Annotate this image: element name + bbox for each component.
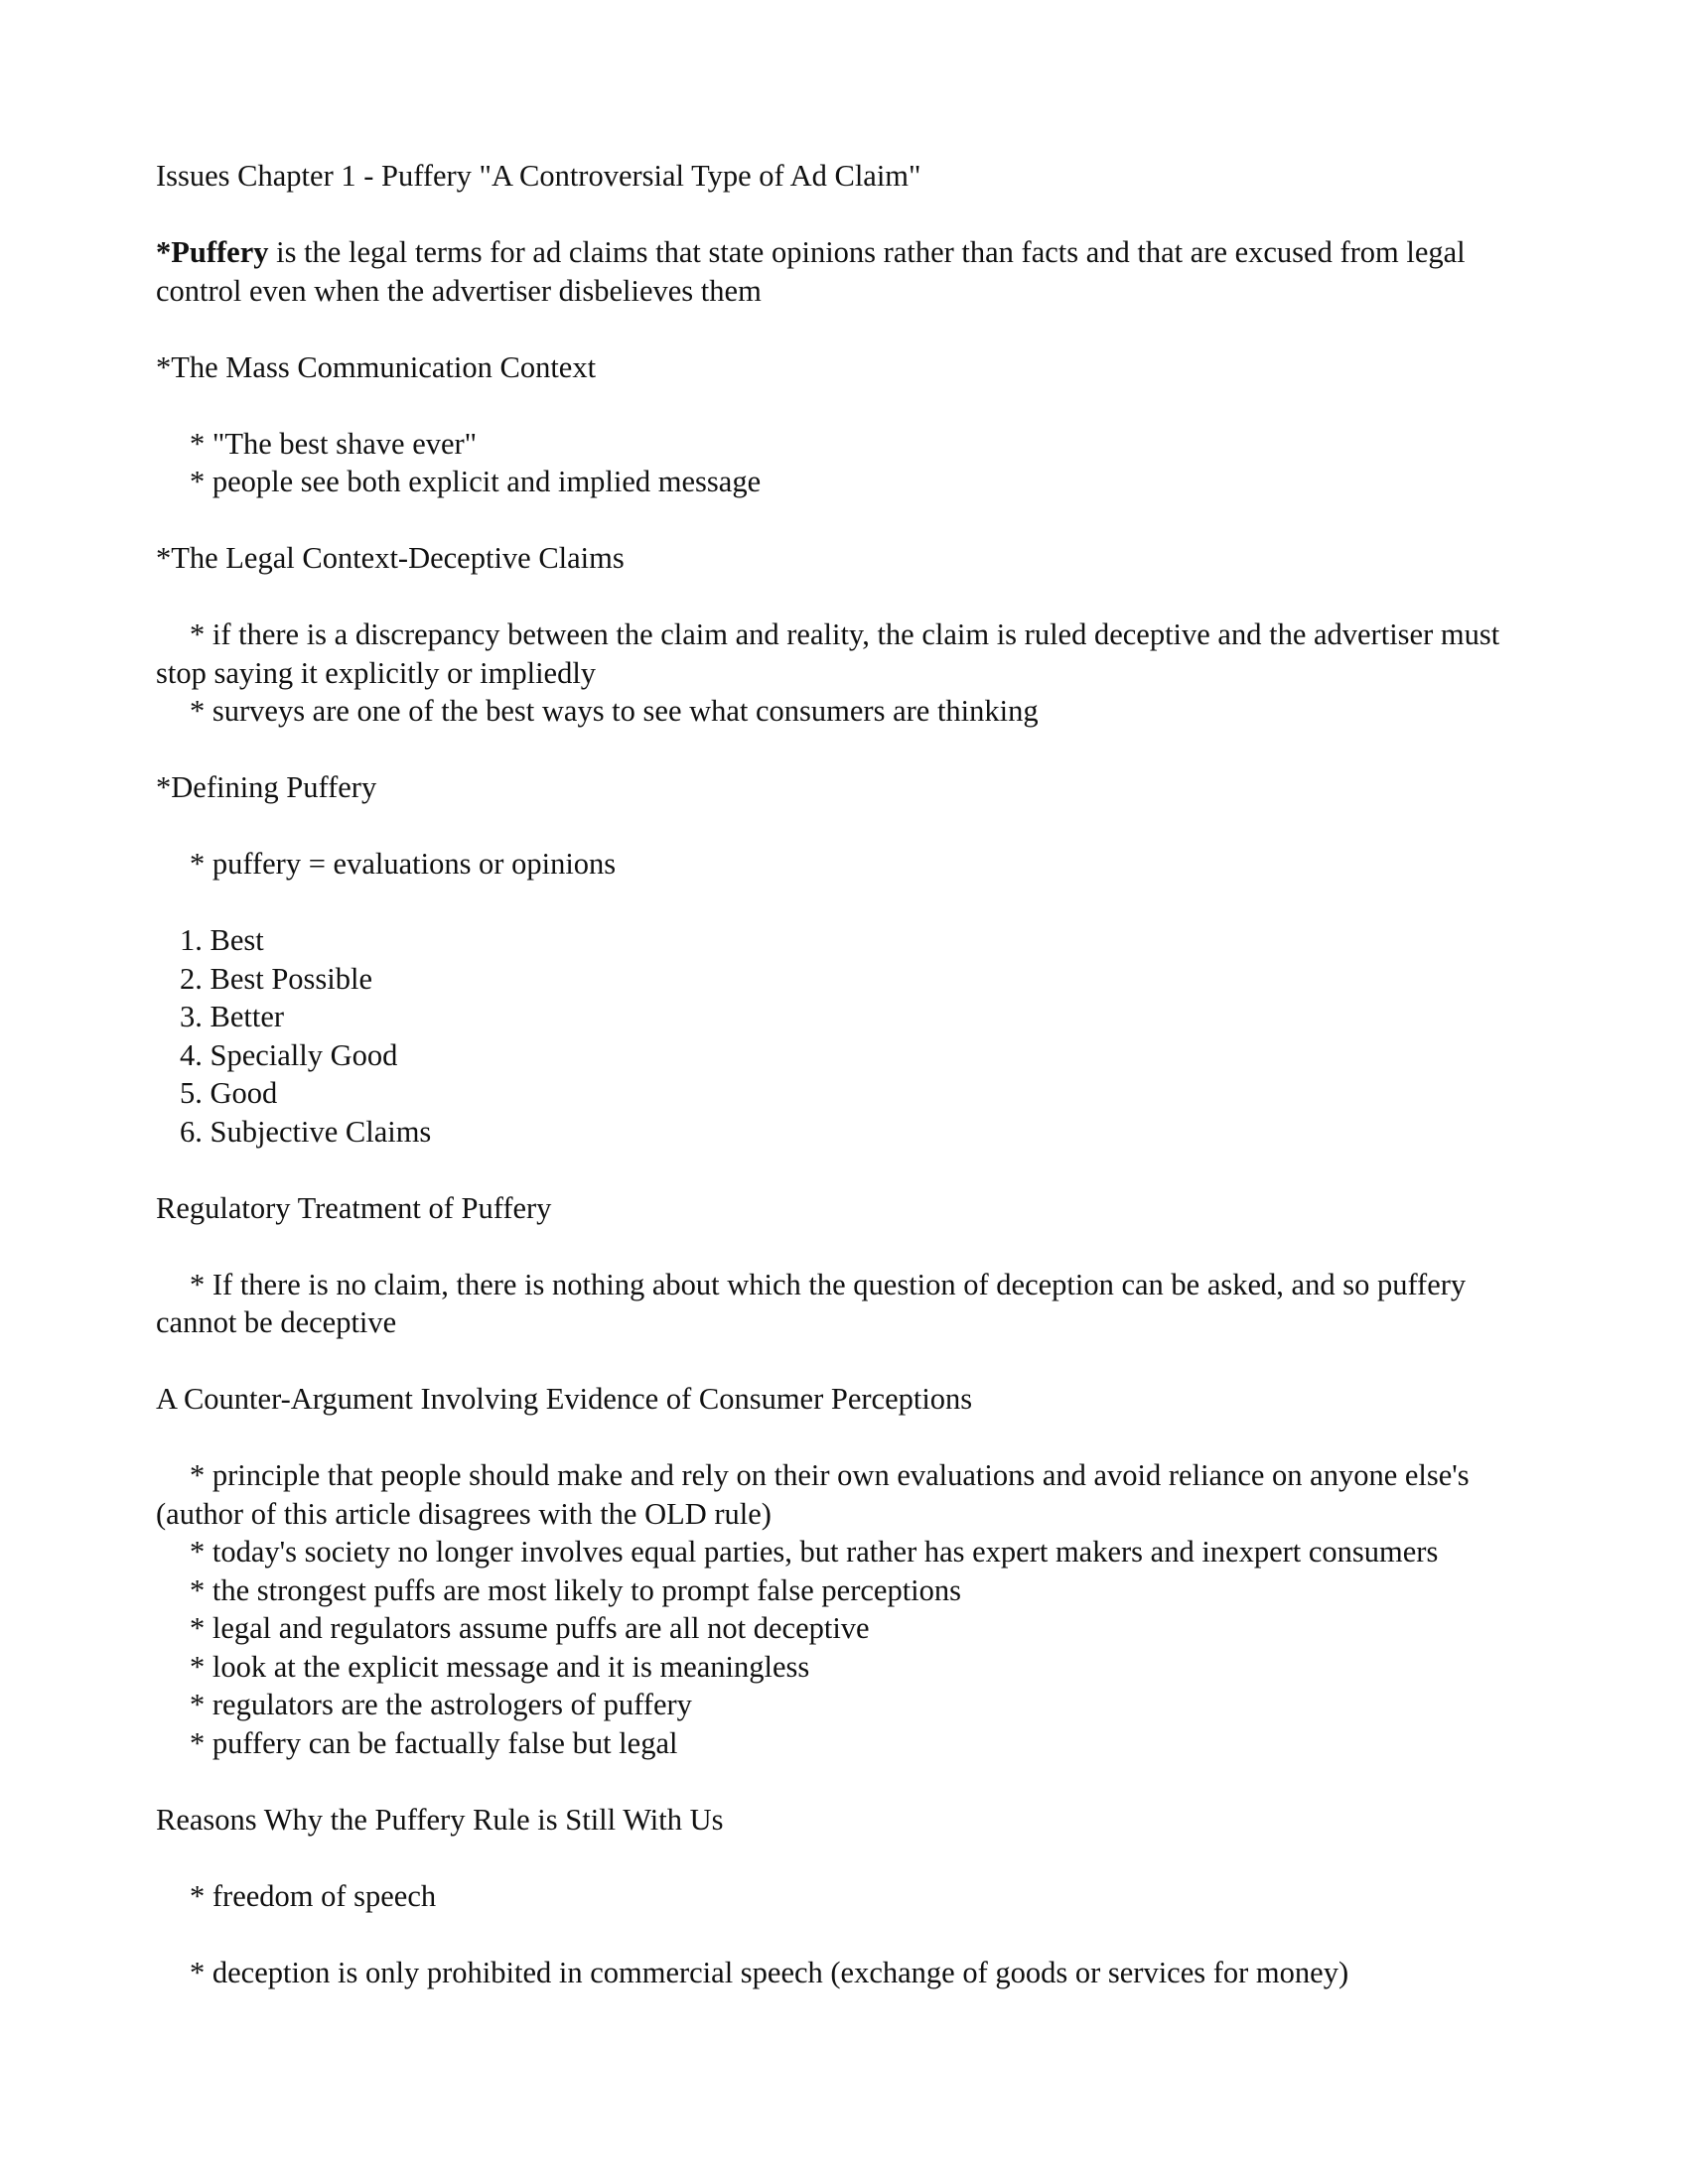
bullet-item: * "The best shave ever" bbox=[190, 426, 478, 461]
bullet-item: * if there is a discrepancy between the claim and reality, the claim is ruled deceptive and the advertiser must stop saying it explicitly or impliedly bbox=[156, 617, 1507, 690]
section-heading: *The Mass Communication Context bbox=[156, 349, 597, 384]
section-heading: *The Legal Context-Deceptive Claims bbox=[156, 541, 625, 575]
bullet-item: * the strongest puffs are most likely to prompt false perceptions bbox=[190, 1572, 962, 1607]
bullet-item: * legal and regulators assume puffs are all not deceptive bbox=[190, 1611, 870, 1645]
bullet-item: * deception is only prohibited in commercial speech (exchange of goods or services for money) bbox=[190, 1955, 1349, 1989]
section-heading: *Defining Puffery bbox=[156, 770, 377, 804]
document-title: Issues Chapter 1 - Puffery "A Controversial Type of Ad Claim" bbox=[156, 159, 921, 193]
bullet-item: * look at the explicit message and it is meaningless bbox=[190, 1649, 810, 1684]
definition-text: is the legal terms for ad claims that state opinions rather than facts and that are excused from legal control even when the advertiser disbelieves them bbox=[156, 235, 1474, 308]
numbered-item: 6. Subjective Claims bbox=[180, 1114, 432, 1149]
bullet-item: * regulators are the astrologers of puffery bbox=[190, 1688, 692, 1721]
bullet-item: * surveys are one of the best ways to see what consumers are thinking bbox=[190, 694, 1039, 728]
section-heading: Reasons Why the Puffery Rule is Still With Us bbox=[156, 1802, 724, 1837]
bullet-item: * puffery can be factually false but legal bbox=[190, 1725, 678, 1760]
numbered-item: 4. Specially Good bbox=[180, 1037, 398, 1072]
puffery-definition bbox=[156, 233, 1546, 310]
numbered-item: 2. Best Possible bbox=[180, 961, 373, 996]
section-heading: A Counter-Argument Involving Evidence of Consumer Perceptions bbox=[156, 1382, 973, 1416]
numbered-item: 1. Best bbox=[180, 923, 264, 957]
bullet-item: * freedom of speech bbox=[190, 1878, 437, 1913]
numbered-item: 5. Good bbox=[180, 1076, 278, 1110]
bullet-item: * principle that people should make and rely on their own evaluations and avoid reliance on anyone else's (author of this article disagrees with the OLD rule) bbox=[156, 1458, 1477, 1531]
bullet-item: * If there is no claim, there is nothing about which the question of deception can be asked, and so puffery cannot be deceptive bbox=[156, 1267, 1474, 1339]
bullet-item: * puffery = evaluations or opinions bbox=[190, 847, 617, 881]
section-heading: Regulatory Treatment of Puffery bbox=[156, 1190, 552, 1225]
bullet-item: * people see both explicit and implied message bbox=[190, 465, 762, 498]
definition-term: *Puffery bbox=[156, 235, 269, 269]
document-page bbox=[156, 157, 1546, 1991]
numbered-item: 3. Better bbox=[180, 1000, 285, 1033]
bullet-item: * today's society no longer involves equal parties, but rather has expert makers and inexpert consumers bbox=[190, 1535, 1439, 1569]
